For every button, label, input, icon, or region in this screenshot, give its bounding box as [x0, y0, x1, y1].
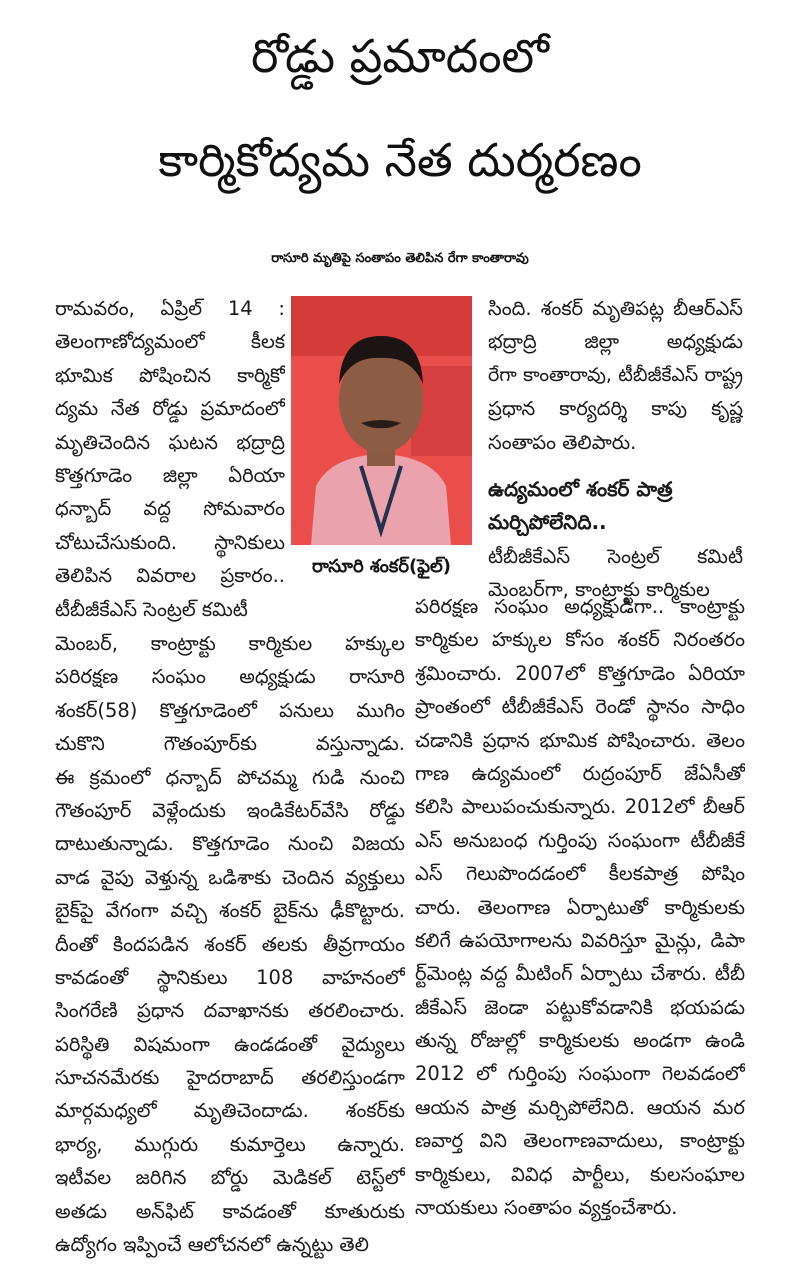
text-line: చారు. తెలంగాణ ఏర్పాటుతో కార్మికులకు — [415, 895, 745, 919]
text-line: అతడు అన్‌ఫిట్ కావడంతో కూతురుకు — [55, 1199, 405, 1223]
text-line: తెలిపిన వివరాల ప్రకారం.. — [55, 564, 285, 588]
text-line: 2012 లో గుర్తింపు సంఘంగా గెలవడంలో — [415, 1062, 745, 1086]
text-line: ర్ట్‌మెంట్ల వద్ద మీటింగ్ ఏర్పాటు చేశారు. టీబీ — [415, 962, 745, 986]
text-line: ఎస్ గెలుపొందడంలో కీలకపాత్ర పోషిం — [415, 862, 745, 886]
text-line: ఉద్యోగం ఇప్పించే ఆలోచనలో ఉన్నట్టు తెలి — [55, 1233, 369, 1257]
text-line: సింగరేణి ప్రధాన దవాఖానకు తరలించారు. — [55, 999, 405, 1023]
text-line: కలిగే ఉపయోగాలను వివరిస్తూ మైన్లు, డిపా — [415, 928, 745, 952]
text-line: భార్య, ముగ్గురు కుమార్తెలు ఉన్నారు. — [55, 1132, 405, 1156]
column-1-bottom — [55, 627, 405, 1261]
text-line: గాణ ఉద్యమంలో రుద్రంపూర్ జేఏసీతో — [415, 761, 745, 785]
text-line: ఎస్ అనుబంధ గుర్తింపు సంఘంగా టీబీజీకే — [415, 828, 745, 852]
photo-caption: రాసూరి శంకర్(ఫైల్) — [311, 556, 452, 577]
column-2-bottom — [415, 590, 745, 1224]
text-line: సూచనమేరకు హైదరాబాద్ తరలిస్తుండగా — [55, 1066, 405, 1090]
column-2-intro — [488, 292, 743, 459]
text-line: మర్చిపోలేనిది.. — [488, 510, 607, 535]
text-line: సింది. శంకర్ మృతిపట్ల బీఆర్‌ఎస్ — [488, 297, 743, 320]
text-line: పరిరక్షణ సంఘం అధ్యక్షుడిగా.. కాంట్రాక్టు — [415, 595, 745, 618]
portrait-photo — [291, 296, 472, 545]
text-line: వాడ వైపు వెళ్తున్న ఒడిశాకు చెందిన వ్యక్తులు — [55, 865, 405, 889]
text-line: కావడంతో స్థానికులు 108 వాహనంలో — [55, 965, 405, 989]
text-line: నాయకులు సంతాపం వ్యక్తంచేశారు. — [415, 1196, 678, 1220]
text-line: ఇటీవల జరిగిన బోర్డు మెడికల్ టెస్ట్‌లో — [55, 1166, 405, 1190]
text-line: ప్రాంతంలో టీబీజీకేఎస్ రెండో స్థానం సాధిం — [415, 695, 745, 719]
text-line: గౌతంపూర్ వెళ్లేందుకు ఇండికేటర్‌వేసి రోడ్డు — [55, 798, 405, 822]
text-line: తెలంగాణోద్యమంలో కీలక — [55, 330, 285, 354]
text-line: పరిరక్షణ సంఘం అధ్యక్షుడు రాసూరి — [55, 665, 405, 689]
text-line: తున్న రోజుల్లో కార్మికులకు అండగా ఉండి — [415, 1029, 745, 1053]
text-line: ద్యమ నేత రోడ్డు ప్రమాదంలో — [55, 397, 285, 421]
text-line: టీబీజీకేఎస్ సెంట్రల్ కమిటీ — [55, 597, 248, 621]
text-line: చోటుచేసుకుంది. స్థానికులు — [55, 530, 285, 554]
text-line: కార్మికుల హక్కుల కోసం శంకర్ నిరంతరం — [415, 628, 745, 652]
text-line: చుకొని గౌతంపూర్‌కు వస్తున్నాడు. — [55, 732, 405, 756]
text-line: ఉద్యమంలో శంకర్ పాత్ర — [488, 476, 673, 501]
column-1-top — [55, 292, 285, 626]
text-line: శ్రమించారు. 2007లో కొత్తగూడెం ఏరియా — [415, 661, 745, 685]
text-line: జీకేఎస్ జెండా పట్టుకోవడానికి భయపడు — [415, 995, 745, 1019]
headline-line-2: కార్మికోద్యమ నేత దుర్మరణం — [158, 133, 642, 187]
text-line: ధన్బాద్ వద్ద సోమవారం — [55, 497, 285, 521]
text-line: కార్మికులు, వివిధ పార్టీలు, కులసంఘాల — [415, 1162, 745, 1186]
text-line: మృతిచెందిన ఘటన భద్రాద్రి — [55, 430, 285, 454]
text-line: మార్గమధ్యలో మృతిచెందాడు. శంకర్‌కు — [55, 1099, 405, 1123]
text-line: బైక్‌పై వేగంగా వచ్చి శంకర్ బైక్‌ను ఢీకొట్టారు. — [55, 899, 405, 923]
text-line: భద్రాద్రి జిల్లా అధ్యక్షుడు — [488, 330, 743, 354]
text-line: రామవరం, ఏప్రిల్ 14 : — [55, 297, 285, 320]
text-line: చడానికి ప్రధాన భూమిక పోషించారు. తెలం — [415, 728, 745, 752]
subheadline: రాసూరి మృతిపై సంతాపం తెలిపిన రేగా కాంతారావు — [271, 251, 529, 266]
text-line: దాటుతున్నాడు. కొత్తగూడెం నుంచి విజయ — [55, 832, 405, 856]
text-line: ణవార్త విని తెలంగాణవాదులు, కాంట్రాక్టు — [415, 1129, 745, 1153]
headline-line-1: రోడ్డు ప్రమాదంలో — [251, 29, 549, 83]
column-2-top — [488, 292, 743, 607]
text-line: దీంతో కిందపడిన శంకర్ తలకు తీవ్రగాయం — [55, 932, 405, 956]
text-line: మెంబర్, కాంట్రాక్టు కార్మికుల హక్కుల — [55, 632, 405, 655]
text-line: కలిసి పాలుపంచుకున్నారు. 2012లో బీఆర్ — [415, 795, 745, 819]
text-line: మెంబర్‌గా, కాంట్రాక్టు కార్మికుల — [488, 578, 710, 602]
text-line: ఈ క్రమంలో ధన్బాద్ పోచమ్మ గుడి నుంచి — [55, 765, 405, 789]
text-line: సంతాపం తెలిపారు. — [488, 430, 637, 454]
section-subhead — [488, 473, 743, 540]
text-line: ప్రధాన కార్యదర్శి కాపు కృష్ణ — [488, 397, 743, 421]
text-line: కొత్తగూడెం జిల్లా ఏరియా — [55, 463, 285, 487]
text-line: భూమిక పోషించిన కార్మికో — [55, 363, 285, 387]
text-line: టీబీజీకేఎస్ సెంట్రల్ కమిటీ — [488, 544, 743, 568]
text-line: శంకర్(58) కొత్తగూడెంలో పనులు ముగిం — [55, 698, 405, 722]
text-line: పరిస్థితి విషమంగా ఉండడంతో వైద్యులు — [55, 1032, 405, 1056]
text-line: రేగా కాంతారావు, టీబీజీకేఎస్ రాష్ట్ర — [488, 363, 743, 386]
text-line: ఆయన పాత్ర మర్చిపోలేనిది. ఆయన మర — [415, 1095, 745, 1119]
